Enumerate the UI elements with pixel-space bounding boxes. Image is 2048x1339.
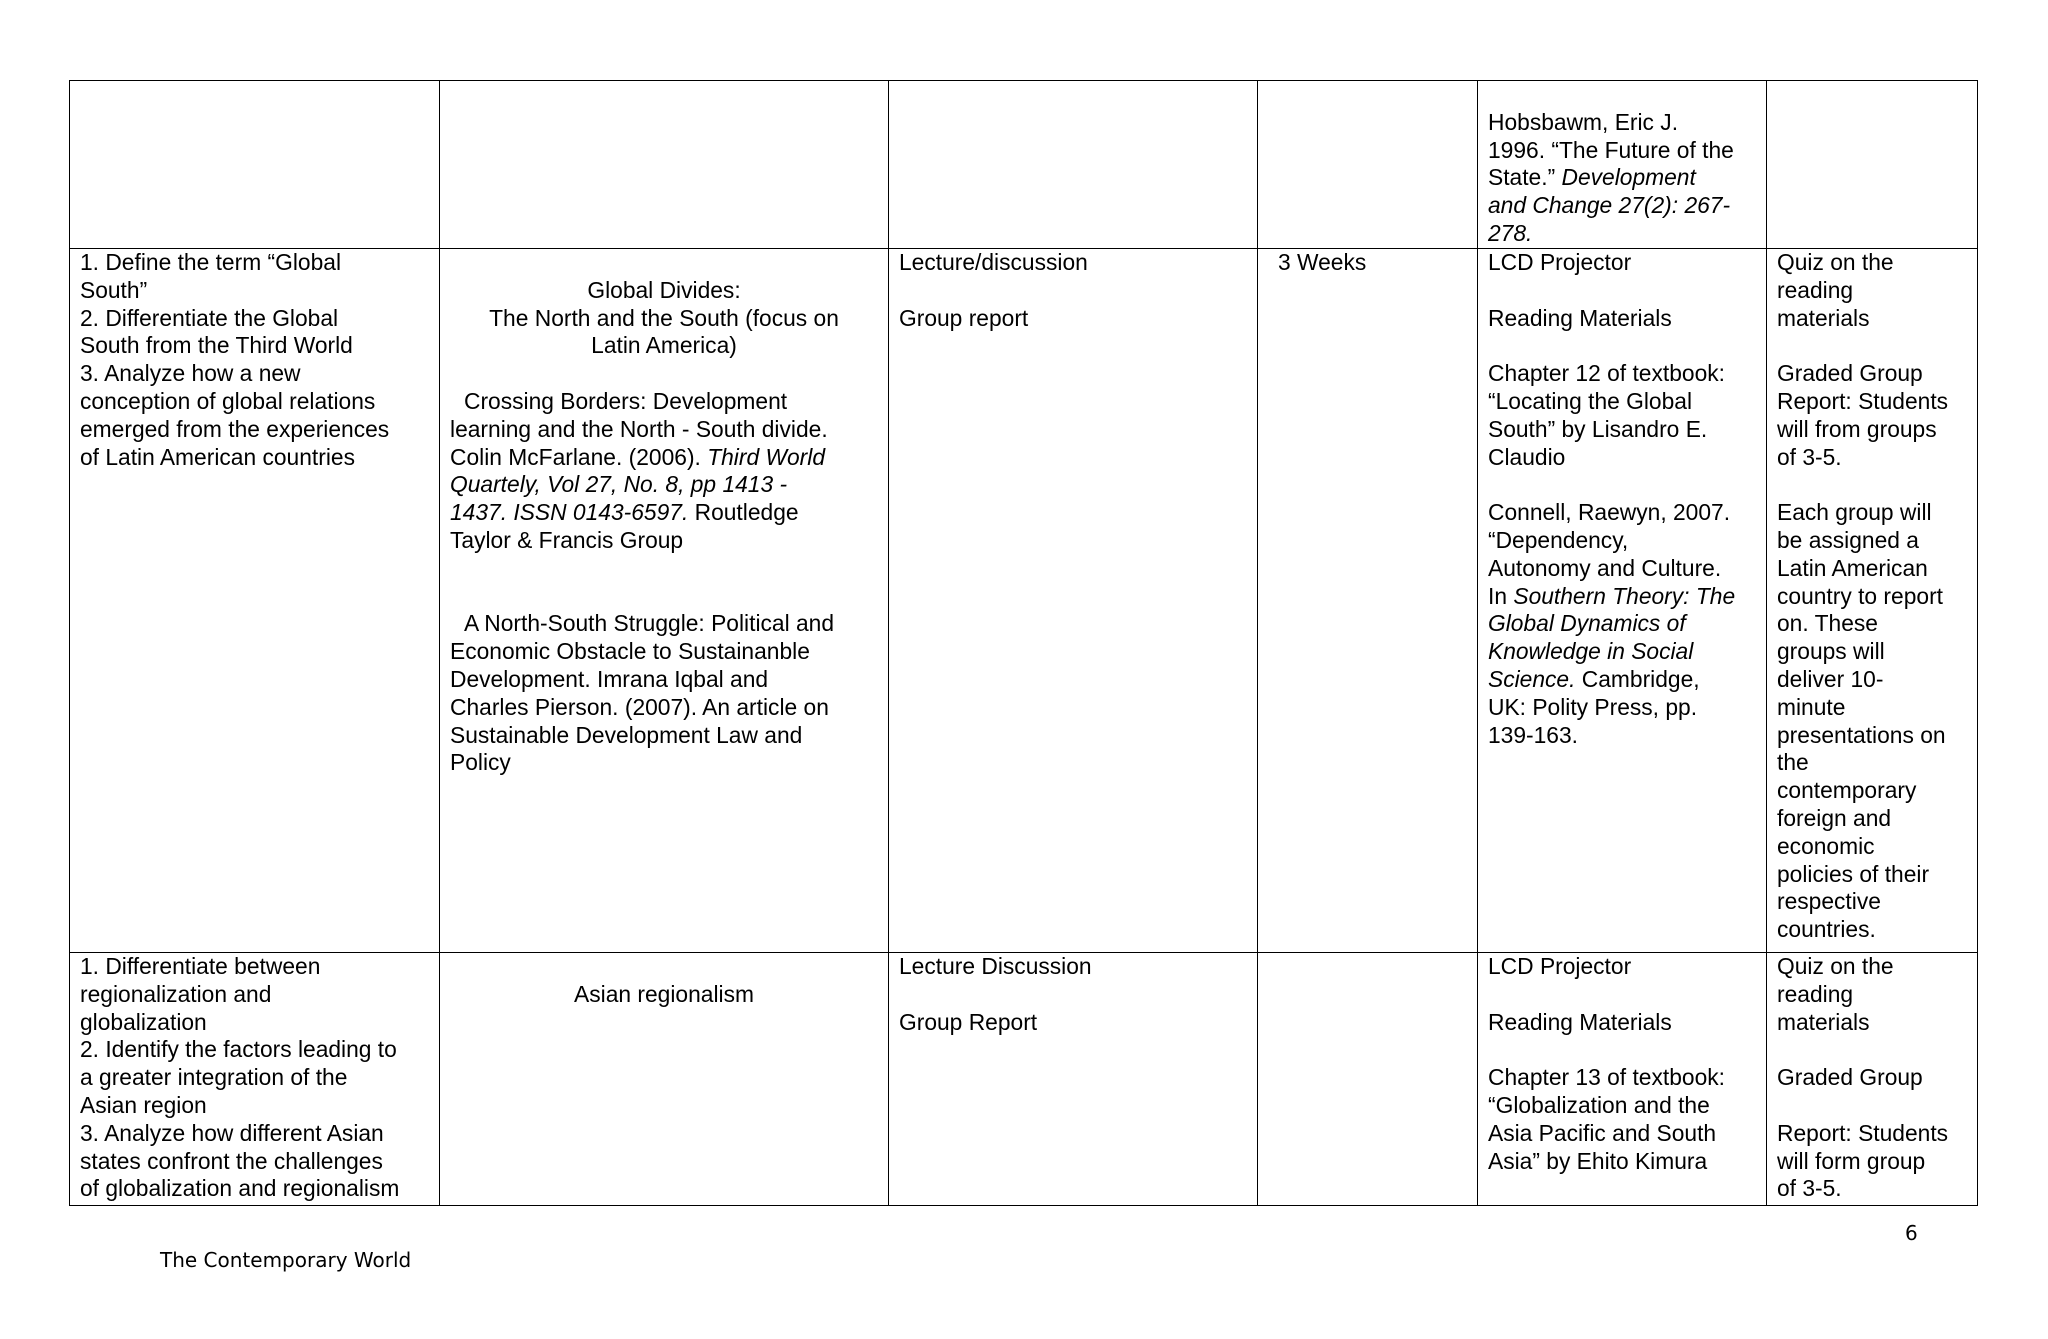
reference-line: Charles Pierson. (2007). An article on — [450, 693, 829, 720]
resource-line: “Locating the Global — [1488, 387, 1693, 414]
assessment-line: Graded Group — [1777, 360, 1923, 387]
assessment-line: deliver 10- — [1777, 665, 1884, 692]
outcome-line: 2. Identify the factors leading to — [80, 1036, 397, 1063]
resource-line: “Globalization and the — [1488, 1091, 1710, 1118]
assessment-cell — [1767, 81, 1978, 249]
reference-line: Colin McFarlane. (2006). Third World — [450, 443, 826, 470]
resource-line: UK: Polity Press, pp. — [1488, 693, 1698, 720]
assessment-line: of 3-5. — [1777, 1175, 1842, 1202]
resources-cell — [1478, 249, 1767, 953]
resource-line: Connell, Raewyn, 2007. — [1488, 499, 1731, 526]
assessment-line: Report: Students — [1777, 1119, 1949, 1146]
outcome-line: regionalization and — [80, 980, 272, 1007]
resources-cell — [1478, 953, 1767, 1206]
reference-line: Development. Imrana Iqbal and — [450, 665, 769, 692]
reference-line: Crossing Borders: Development — [464, 387, 788, 414]
resource-line: LCD Projector — [1488, 249, 1632, 275]
outcome-line: 3. Analyze how a new — [80, 360, 301, 387]
assessment-line: will form group — [1777, 1147, 1926, 1174]
resource-line: and Change 27(2): 267- — [1488, 192, 1731, 219]
outcome-line: a greater integration of the — [80, 1064, 348, 1091]
table-row — [70, 953, 1978, 1206]
reference-line: Taylor & Francis Group — [450, 526, 684, 553]
assessment-line: reading — [1777, 276, 1854, 303]
outcome-line: Asian region — [80, 1091, 207, 1118]
topic-cell — [440, 81, 889, 249]
resource-line: Knowledge in Social — [1488, 638, 1694, 665]
topic-title: Asian regionalism — [574, 980, 754, 1007]
outcome-line: emerged from the experiences — [80, 415, 390, 442]
assessment-line: countries. — [1777, 916, 1876, 943]
assessment-cell — [1767, 249, 1978, 953]
resource-line: Science. Cambridge, — [1488, 665, 1700, 692]
table-row — [70, 81, 1978, 249]
reference-line: A North-South Struggle: Political and — [464, 610, 835, 637]
page-number: 6 — [1905, 1221, 1918, 1245]
resource-line: Reading Materials — [1488, 1008, 1672, 1035]
resources-cell — [1478, 81, 1767, 249]
resource-line: In Southern Theory: The — [1488, 582, 1736, 609]
assessment-line: country to report — [1777, 582, 1943, 609]
resource-line: Reading Materials — [1488, 304, 1672, 331]
outcome-line: South from the Third World — [80, 332, 353, 359]
table-row — [70, 249, 1978, 953]
reference-line: learning and the North - South divide. — [450, 415, 828, 442]
resource-line: Claudio — [1488, 443, 1566, 470]
outcomes-cell — [70, 81, 440, 249]
topic-title: Global Divides: — [587, 276, 741, 303]
assessment-line: respective — [1777, 888, 1881, 915]
outcome-line: 1. Define the term “Global — [80, 249, 342, 275]
syllabus-table — [69, 80, 1978, 1206]
reference-line: Economic Obstacle to Sustainanble — [450, 638, 810, 665]
assessment-line: Quiz on the — [1777, 953, 1894, 979]
activity-line: Lecture Discussion — [899, 953, 1092, 979]
outcome-line: conception of global relations — [80, 387, 376, 414]
resource-line: 278. — [1488, 219, 1533, 246]
time-cell — [1258, 953, 1478, 1206]
outcome-line: South” — [80, 276, 148, 303]
assessment-line: Quiz on the — [1777, 249, 1894, 275]
topic-cell — [440, 953, 889, 1206]
resource-line: Asia Pacific and South — [1488, 1119, 1717, 1146]
assessment-line: reading — [1777, 980, 1854, 1007]
resource-line: Chapter 13 of textbook: — [1488, 1064, 1725, 1091]
assessment-line: Each group will — [1777, 499, 1932, 526]
time-cell — [1258, 81, 1478, 249]
assessment-line: the — [1777, 749, 1809, 776]
resource-line: “Dependency, — [1488, 526, 1629, 553]
assessment-line: Graded Group — [1777, 1064, 1923, 1091]
outcome-line: globalization — [80, 1008, 207, 1035]
assessment-line: Latin American — [1777, 554, 1928, 581]
reference-line: 1437. ISSN 0143-6597. Routledge — [450, 499, 799, 526]
topic-title: Latin America) — [591, 332, 737, 359]
footer-title: The Contemporary World — [160, 1248, 412, 1272]
assessment-line: contemporary — [1777, 777, 1917, 804]
resource-line: LCD Projector — [1488, 953, 1632, 979]
resource-line: 139-163. — [1488, 721, 1578, 748]
assessment-line: will from groups — [1777, 415, 1937, 442]
assessment-line: foreign and — [1777, 804, 1892, 831]
activity-line: Lecture/discussion — [899, 249, 1088, 275]
assessment-line: minute — [1777, 693, 1846, 720]
outcome-line: of globalization and regionalism — [80, 1175, 400, 1202]
assessment-line: of 3-5. — [1777, 443, 1842, 470]
assessment-line: Report: Students — [1777, 387, 1949, 414]
resource-line: Asia” by Ehito Kimura — [1488, 1147, 1708, 1174]
assessment-line: be assigned a — [1777, 526, 1919, 553]
outcome-line: 2. Differentiate the Global — [80, 304, 339, 331]
activities-cell — [889, 81, 1258, 249]
resource-line: 1996. “The Future of the — [1488, 136, 1734, 163]
resource-line: Hobsbawm, Eric J. — [1488, 108, 1679, 135]
resource-line: State.” Development — [1488, 164, 1696, 191]
activities-cell — [889, 249, 1258, 953]
topic-cell — [440, 249, 889, 953]
reference-line: Sustainable Development Law and — [450, 721, 803, 748]
assessment-line: materials — [1777, 1008, 1870, 1035]
reference-line: Policy — [450, 749, 511, 776]
resource-line: Global Dynamics of — [1488, 610, 1686, 637]
outcome-line: 3. Analyze how different Asian — [80, 1119, 384, 1146]
resource-line: South” by Lisandro E. — [1488, 415, 1708, 442]
assessment-line: on. These — [1777, 610, 1878, 637]
outcomes-cell — [70, 249, 440, 953]
outcome-line: 1. Differentiate between — [80, 953, 321, 979]
reference-line: Quartely, Vol 27, No. 8, pp 1413 - — [450, 471, 788, 498]
outcomes-cell — [70, 953, 440, 1206]
activity-line: Group report — [899, 304, 1029, 331]
resource-line: Chapter 12 of textbook: — [1488, 360, 1725, 387]
resource-line: Autonomy and Culture. — [1488, 554, 1722, 581]
outcome-line: states confront the challenges — [80, 1147, 383, 1174]
time-cell — [1258, 249, 1478, 953]
outcome-line: of Latin American countries — [80, 443, 355, 470]
topic-title: The North and the South (focus on — [489, 304, 839, 331]
assessment-line: policies of their — [1777, 860, 1930, 887]
assessment-line: economic — [1777, 832, 1875, 859]
assessment-line: groups will — [1777, 638, 1885, 665]
assessment-line: presentations on — [1777, 721, 1946, 748]
assessment-cell — [1767, 953, 1978, 1206]
time-allotment: 3 Weeks — [1278, 249, 1367, 275]
activity-line: Group Report — [899, 1008, 1038, 1035]
activities-cell — [889, 953, 1258, 1206]
assessment-line: materials — [1777, 304, 1870, 331]
